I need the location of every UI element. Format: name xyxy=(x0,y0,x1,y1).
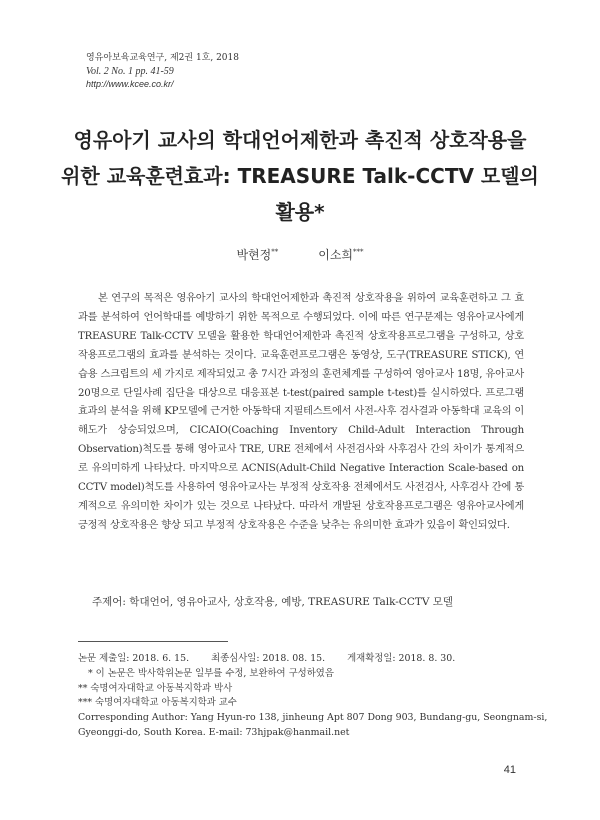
corresponding-address: Gyeonggi-do, South Korea. E-mail: 73hjpak@hanmail.net xyxy=(78,726,350,738)
submitted-date: 논문 제출일: 2018. 6. 15. xyxy=(78,653,190,664)
corresponding-author: Corresponding Author: Yang Hyun-ro 138, jinheung Apt 807 Dong 903, Bundang-gu, Seongnam-si, xyxy=(78,712,548,724)
page-number: 41 xyxy=(503,764,516,776)
journal-volume: Vol. 2 No. 1 pp. 41-59 xyxy=(86,66,174,77)
abstract-text: 본 연구의 목적은 영유아기 교사의 학대언어제한과 촉진적 상호작용을 위하여 교육훈련하고 그 효과를 분석하여 언어학대를 예방하기 위한 목적으로 수행되었다. 이에 따른 연구문제는 영유아교사에게 TREASURE Talk-CCTV 모델을 활용한 학대언어제한과 촉진적 상호작용프로그램을 구성하고, 상호작용프로그램의 효과를 분석하는 것이다. 교육훈련프로그램은 동영상, 도구(TREASURE STICK), 연습용 스크립트의 세 가지로 제작되었고 총 7시간 과정의 훈련체계를 구성하여 영아교사 18명, 유아교사 20명으로 단일사례 집단을 대상으로 대응표본 t-test(paired sample t-test)를 실시하였다. 프로그램 효과의 분석을 위해 KP모델에 근거한 아동학대 지필테스트에서 사전-사후 검사결과 아동학대 교육의 이해도가 상승되었으며, CICAIO(Coaching Inventory Child-Adult Interaction Through Observation)척도를 통해 영아교사 TRE, URE 전체에서 사전검사와 사후검사 간의 차이가 통계적으로 유의미하게 나타났다. 마지막으로 ACNIS(Adult-Child Negative Interaction Scale-based on CCTV model)척도를 사용하여 영유아교사는 부정적 상호작용 전체에서도 사전검사, 사후검사 간에 통계적으로 유의미한 차이가 있는 것으로 나타났다. 따라서 개발된 상호작용프로그램은 영유아교사에게 긍정적 상호작용은 향상 되고 부정적 상호작용은 수준을 낮추는 유의미한 효과가 있음이 확인되었다. xyxy=(78,293,525,531)
journal-url[interactable]: http://www.kcee.co.kr/ xyxy=(86,79,174,89)
footnote-dates xyxy=(78,652,538,667)
footnote-3: *** 숙명여자대학교 아동복지학과 교수 xyxy=(78,697,237,709)
title-line-2: 위한 교육훈련효과: TREASURE Talk-CCTV 모델의 xyxy=(61,164,539,188)
keywords: 주제어: 학대언어, 영유아교사, 상호작용, 예방, TREASURE Talk-CCTV 모델 xyxy=(92,596,454,608)
author-name: 박현정 xyxy=(236,248,272,262)
paper-title xyxy=(60,122,540,230)
footnote-1: * 이 논문은 박사학위논문 일부를 수정, 보완하여 구성하였음 xyxy=(88,667,334,679)
accepted-date: 게재확정일: 2018. 8. 30. xyxy=(347,653,456,664)
footnote-2: ** 숙명여자대학교 아동복지학과 박사 xyxy=(78,682,233,694)
journal-header xyxy=(86,52,239,91)
journal-citation: 영유아보육교육연구, 제2권 1호, 2018 xyxy=(86,53,239,63)
title-line-1: 영유아기 교사의 학대언어제한과 촉진적 상호작용을 xyxy=(73,128,527,152)
author-list xyxy=(0,246,600,263)
reviewed-date: 최종심사일: 2018. 08. 15. xyxy=(211,653,326,664)
author-name: 이소희 xyxy=(318,248,354,262)
author-mark: ** xyxy=(271,248,279,256)
title-line-3: 활용* xyxy=(275,200,325,224)
author-mark: *** xyxy=(353,248,364,256)
footnotes xyxy=(78,652,548,741)
footnote-divider xyxy=(78,641,228,642)
